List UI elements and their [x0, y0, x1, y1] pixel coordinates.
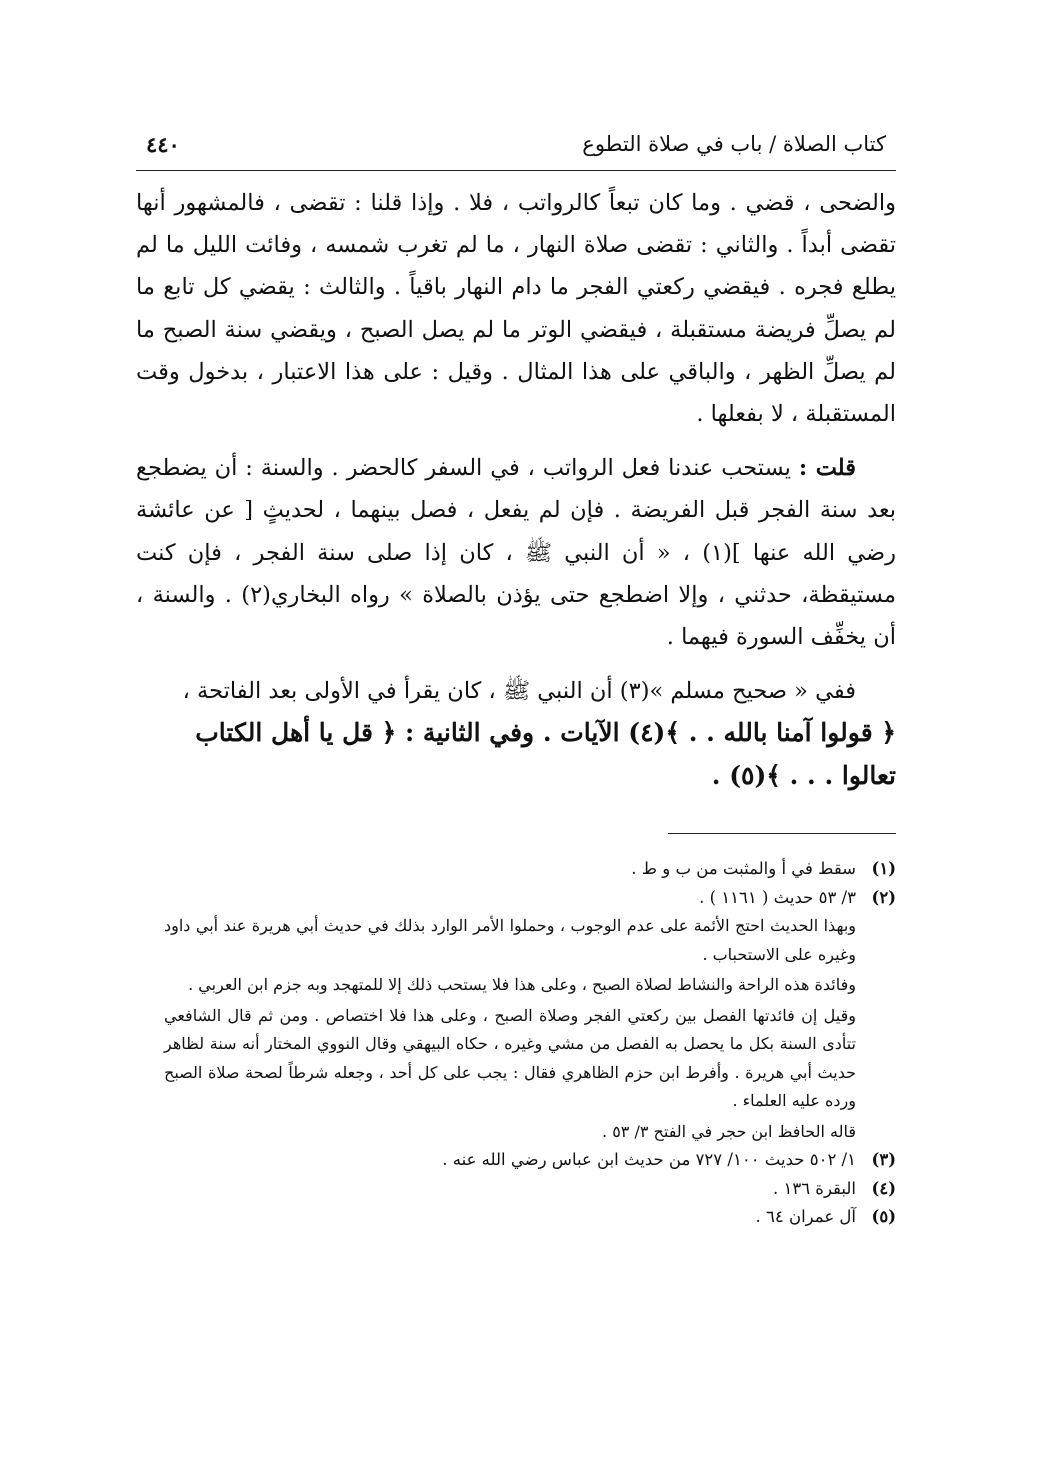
quran-line-1: ﴿ قولوا آمنا بالله . . ﴾(٤) الآيات . وفي الثانية : ﴿ قل يا أهل الكتاب [195, 718, 896, 748]
footnote-1-number: (١) [871, 859, 896, 878]
footnote-2-note-4: قاله الحافظ ابن حجر في الفتح ٣/ ٥٣ . [602, 1121, 856, 1141]
footnote-3 [136, 1146, 896, 1175]
footnote-5-number: (٥) [871, 1207, 896, 1226]
main-text [136, 182, 896, 797]
footnote-1 [136, 855, 896, 884]
footnote-2-note-2: وفائدة هذه الراحة والنشاط لصلاة الصبح ، وعلى هذا فلا يستحب ذلك إلا للمتهجد وبه جزم ابن العربي . [188, 975, 856, 994]
page-header [136, 118, 896, 171]
footnote-2 [136, 884, 896, 913]
footnote-5-text: آل عمران ٦٤ . [755, 1207, 856, 1226]
paragraph-3-text: ففي « صحيح مسلم »(٣) أن النبي ﷺ ، كان يقرأ في الأولى بعد الفاتحة ، [182, 678, 856, 705]
paragraph-1: والضحى ، قضي . وما كان تبعاً كالرواتب ، فلا . وإذا قلنا : تقضى ، فالمشهور أنها تقضى أبداً . والثاني : تقضى صلاة النهار ، ما لم تغرب شمسه ، وفائت الليل ما لم يطلع فجره . فيقضي ركعتي الفجر ما دام النهار باقياً . والثالث : يقضي كل تابع ما لم يصلِّ فريضة مستقبلة ، فيقضي الوتر ما لم يصل الصبح ، ويقضي سنة الصبح ما لم يصلِّ الظهر ، والباقي على هذا المثال . وقيل : على هذا الاعتبار ، بدخول وقت المستقبلة ، لا بفعلها . [136, 190, 896, 428]
paragraph-2-lead: قلت : [798, 455, 857, 482]
footnote-2-note-3: وقيل إن فائدتها الفصل بين ركعتي الفجر وصلاة الصبح ، وعلى هذا فلا اختصاص . ومن ثم قال الشافعي تتأدى السنة بكل ما يحصل به الفصل من مشي وغيره ، حكاه البيهقي وقال النووي المختار أنه سنة لظاهر حديث أبي هريرة . وأفرط ابن حزم الظاهري فقال : يجب على كل أحد ، وجعله شرطاً لصحة صلاة الصبح ورده عليه العلماء . [164, 1005, 857, 1110]
footnote-separator [668, 833, 896, 834]
footnote-2-number: (٢) [871, 887, 896, 907]
footnote-2-text: ٣/ ٥٣ حديث ( ١١٦١ ) . [699, 887, 856, 907]
page-number: ٤٤٠ [146, 132, 180, 157]
running-title: كتاب الصلاة / باب في صلاة التطوع [582, 132, 886, 156]
footnote-4-number: (٤) [871, 1178, 896, 1198]
quran-line-2: تعالوا . . . ﴾(٥) . [711, 760, 896, 790]
footnote-3-number: (٣) [871, 1150, 896, 1169]
footnote-1-text: سقط في أ والمثبت من ب و ط . [631, 859, 856, 878]
footnote-4-text: البقرة ١٣٦ . [772, 1178, 856, 1198]
footnote-5 [136, 1203, 896, 1232]
footnotes [136, 855, 896, 1232]
paragraph-2-text: يستحب عندنا فعل الرواتب ، في السفر كالحضر . والسنة : أن يضطجع بعد سنة الفجر قبل الفريضة . فإن لم يفعل ، فصل بينهما ، لحديثٍ [ عن عائشة رضي الله عنها ](١) ، « أن النبي ﷺ ، كان إذا صلى سنة الفجر ، فإن كنت مستيقظة، حدثني ، وإلا اضطجع حتى يؤذن بالصلاة » رواه البخاري(٢) . والسنة ، أن يخفِّف السورة فيهما . [136, 455, 897, 651]
footnote-4 [136, 1175, 896, 1204]
footnote-3-text: ١/ ٥٠٢ حديث ١٠٠/ ٧٢٧ من حديث ابن عباس رضي الله عنه . [442, 1150, 856, 1169]
paragraph-2 [136, 447, 896, 658]
paragraph-3 [136, 670, 896, 712]
footnote-2-note-1: وبهذا الحديث احتج الأئمة على عدم الوجوب ، وحملوا الأمر الوارد بذلك في حديث أبي هريرة عند أبي داود وغيره على الاستحباب . [164, 916, 857, 964]
